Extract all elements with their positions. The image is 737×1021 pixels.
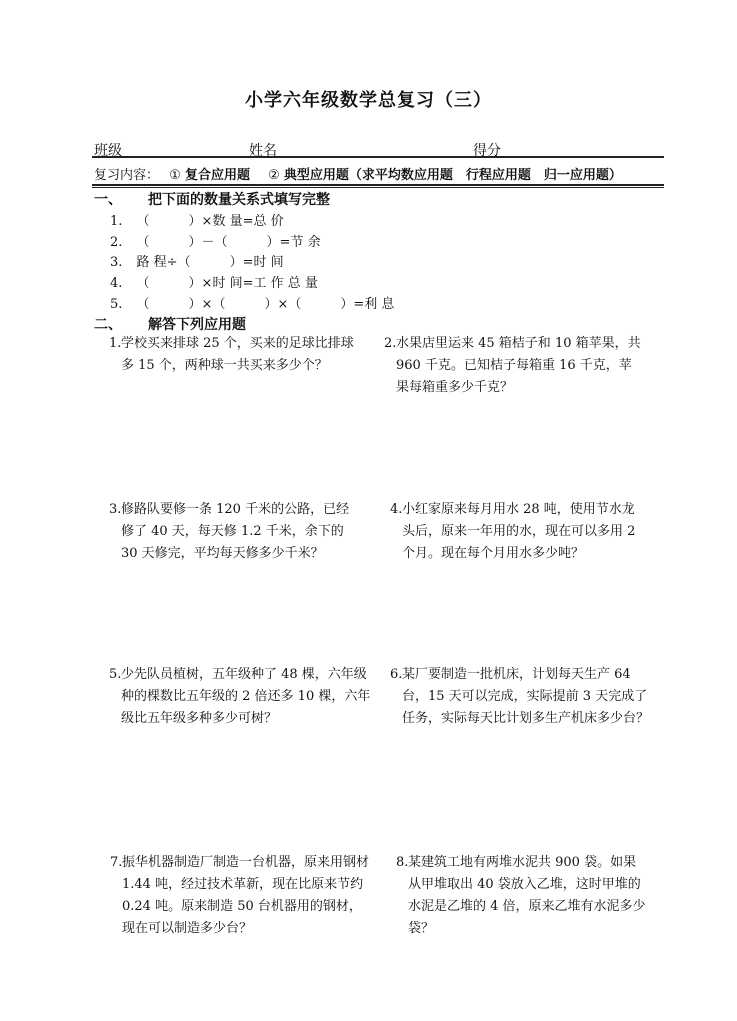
- name-blank[interactable]: [277, 142, 373, 157]
- review-item1-num: ①: [169, 168, 181, 183]
- problem-8: [396, 852, 648, 940]
- class-blank[interactable]: [122, 142, 198, 157]
- item-num: 2.: [110, 235, 123, 250]
- problem-text: 学校买来排球 25 个，买来的足球比排球多 15 个，两种球一共买来多少个？: [121, 336, 354, 373]
- problem-7: [110, 852, 374, 940]
- bottom-rule: [92, 184, 664, 186]
- list-item: [110, 272, 318, 291]
- page-title: 小学六年级数学总复习（三）: [245, 90, 492, 111]
- problem-text: 小红家原来每月用水 28 吨，使用节水龙头后，原来一年用的水，现在可以多用 2 个月。现在每个月用水多少吨？: [402, 502, 636, 561]
- item-num: 3.: [110, 255, 123, 270]
- problem-1: [109, 333, 361, 377]
- top-rule: [92, 156, 664, 158]
- list-item: [110, 231, 321, 250]
- problem-num: 8.: [396, 855, 409, 870]
- section1-num: 一、: [94, 192, 122, 208]
- problem-text: 振华机器制造厂制造一台机器，原来用钢材 1.44 吨，经过技术革新，现在比原来节约 0.24 吨。原来制造 50 台机器用的钢材，现在可以制造多少台？: [122, 855, 370, 936]
- item-num: 4.: [110, 276, 123, 291]
- problem-text: 修路队要修一条 120 千米的公路，已经修了 40 天，每天修 1.2 千米，余下的 30 天修完，平均每天修多少千米？: [121, 502, 350, 561]
- review-content: [94, 164, 622, 183]
- item-text: （ ）×（ ）×（ ）=利 息: [136, 297, 395, 312]
- score-blank[interactable]: [501, 142, 577, 157]
- review-item1: 复合应用题: [184, 168, 250, 183]
- problem-text: 某建筑工地有两堆水泥共 900 袋。如果从甲堆取出 40 袋放入乙堆，这时甲堆的水泥是乙堆的 4 倍，原来乙堆有水泥多少袋？: [408, 855, 646, 936]
- problem-6: [390, 664, 650, 730]
- problem-3: [109, 499, 361, 565]
- problem-num: 6.: [390, 667, 403, 682]
- bottom-rule-thin: [92, 187, 664, 188]
- item-text: （ ）×数 量=总 价: [136, 214, 284, 229]
- item-text: （ ）－（ ）=节 余: [136, 235, 321, 250]
- problem-num: 2.: [384, 336, 397, 351]
- list-item: [110, 210, 284, 229]
- score-label: 得分: [473, 143, 501, 159]
- name-label: 姓名: [249, 143, 277, 159]
- problem-num: 7.: [110, 855, 123, 870]
- problem-text: 水果店里运来 45 箱桔子和 10 箱苹果，共 960 千克。已知桔子每箱重 16 千克，苹果每箱重多少千克？: [396, 336, 641, 395]
- item-text: （ ）×时 间=工 作 总 量: [136, 276, 318, 291]
- problem-num: 1.: [109, 336, 122, 351]
- section1-heading: [94, 189, 330, 209]
- list-item: [110, 251, 284, 270]
- class-label: 班级: [94, 143, 122, 159]
- problem-4: [390, 499, 644, 565]
- problem-text: 少先队员植树，五年级种了 48 棵，六年级种的棵数比五年级的 2 倍还多 10 棵，六年级比五年级多种多少可树？: [121, 667, 371, 726]
- problem-num: 5.: [109, 667, 122, 682]
- problem-text: 某厂要制造一批机床，计划每天生产 64 台，15 天可以完成，实际提前 3 天完成了任务，实际每天比计划多生产机床多少台？: [402, 667, 650, 726]
- section2-num: 二、: [94, 317, 122, 333]
- problem-num: 4.: [390, 502, 403, 517]
- item-text: 路 程÷（ ）=时 间: [136, 255, 284, 270]
- section1-title: 把下面的数量关系式填写完整: [148, 192, 330, 208]
- list-item: [110, 293, 394, 312]
- problem-2: [384, 333, 644, 399]
- review-label: 复习内容：: [94, 168, 160, 183]
- item-num: 5.: [110, 297, 123, 312]
- section2-heading: [94, 314, 246, 334]
- problem-5: [109, 664, 373, 730]
- section2-title: 解答下列应用题: [148, 317, 246, 333]
- review-item2-num: ②: [268, 168, 280, 183]
- review-item2: 典型应用题（求平均数应用题 行程应用题 归一应用题）: [283, 168, 622, 183]
- item-num: 1.: [110, 214, 123, 229]
- problem-num: 3.: [109, 502, 122, 517]
